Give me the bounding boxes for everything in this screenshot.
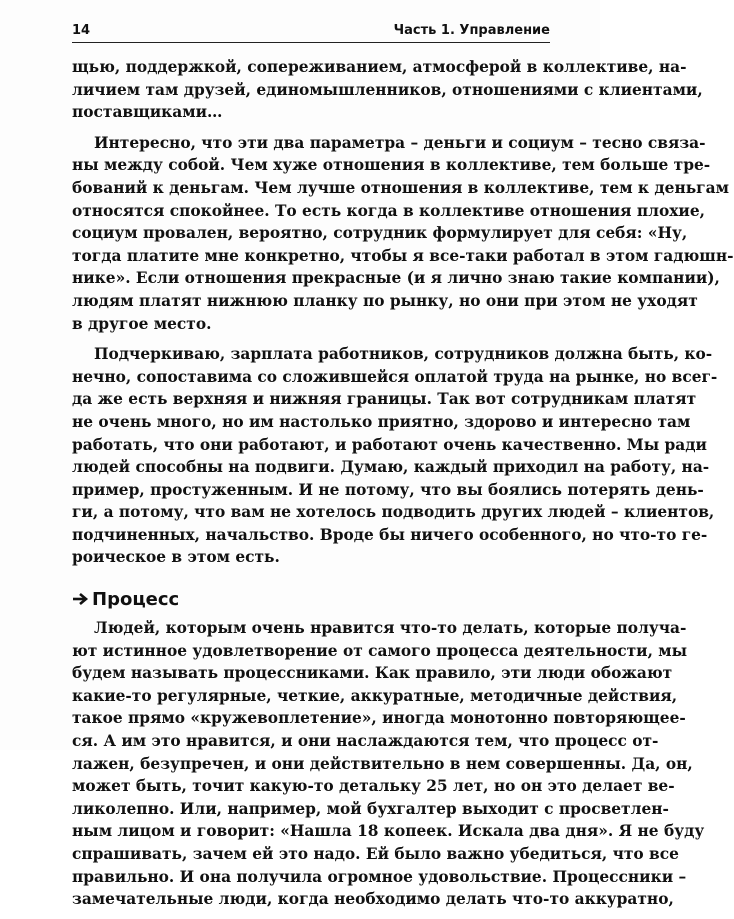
text-line: будем называть процессниками. Как правило, эти люди обожают bbox=[72, 664, 673, 683]
text-line: лажен, безупречен, и они действительно в нем совершенны. Да, он, bbox=[72, 754, 693, 773]
paragraph-4 bbox=[72, 617, 705, 911]
text-line: щью, поддержкой, сопереживанием, атмосферой в коллективе, на- bbox=[72, 58, 687, 76]
body-text bbox=[72, 56, 734, 919]
text-line: замечательные люди, когда необходимо делать что-то аккуратно, bbox=[72, 890, 674, 909]
text-line: ным лицом и говорит: «Нашла 18 копеек. Искала два дня». Я не буду bbox=[72, 822, 705, 841]
text-line: правильно. И она получила огромное удовольствие. Процессники – bbox=[72, 867, 687, 886]
text-line: роическое в этом есть. bbox=[72, 548, 280, 567]
text-line: бований к деньгам. Чем лучше отношения в коллективе, тем к деньгам bbox=[72, 178, 729, 197]
text-line: Подчеркиваю, зарплата работников, сотрудников должна быть, ко- bbox=[94, 345, 713, 364]
text-line: подчиненных, начальство. Вроде бы ничего особенного, но что-то ге- bbox=[72, 525, 708, 544]
text-line: может быть, точит какую-то детальку 25 лет, но он это делает ве- bbox=[72, 777, 675, 796]
paragraph-3 bbox=[72, 343, 718, 569]
text-line: Интересно, что эти два параметра – деньги и социум – тесно связа- bbox=[94, 133, 706, 152]
text-line: какие-то регулярные, четкие, аккуратные, методичные действия, bbox=[72, 686, 678, 705]
arrow-right-icon bbox=[72, 592, 88, 606]
text-line: социум провален, вероятно, сотрудник формулирует для себя: «Ну, bbox=[72, 224, 688, 243]
text-line: в другое место. bbox=[72, 314, 212, 333]
paragraph-2 bbox=[72, 132, 734, 335]
text-line: спрашивать, зачем ей это надо. Ей было важно убедиться, что все bbox=[72, 845, 679, 863]
text-line: не очень много, но им настолько приятно, здорово и интересно там bbox=[72, 412, 691, 431]
text-line: относятся спокойнее. То есть когда в коллективе отношения плохие, bbox=[72, 201, 705, 220]
text-line: работать, что они работают, и работают очень качественно. Мы ради bbox=[72, 435, 707, 454]
text-line: нике». Если отношения прекрасные (и я лично знаю такие компании), bbox=[72, 269, 720, 288]
text-line: такое прямо «кружевоплетение», иногда монотонно повторяющее- bbox=[72, 709, 686, 728]
running-header bbox=[72, 20, 550, 43]
text-line: ликолепно. Или, например, мой бухгалтер выходит с просветлен- bbox=[72, 799, 669, 818]
text-line: людей способны на подвиги. Думаю, каждый приходил на работу, на- bbox=[72, 458, 710, 477]
text-line: ся. А им это нравится, и они наслаждаются тем, что процесс от- bbox=[72, 732, 659, 751]
text-line: людям платят нижнюю планку по рынку, но они при этом не уходят bbox=[72, 291, 698, 310]
text-line: Людей, которым очень нравится что-то делать, которые получа- bbox=[94, 619, 687, 638]
section-heading bbox=[72, 587, 550, 611]
text-line: ют истинное удовлетворение от самого процесса деятельности, мы bbox=[72, 641, 688, 660]
text-line: нечно, сопоставима со сложившейся оплатой труда на рынке, но всег- bbox=[72, 367, 718, 386]
text-line: поставщиками… bbox=[72, 103, 223, 122]
text-line: тогда платите мне конкретно, чтобы я все-таки работал в этом гадюшн- bbox=[72, 246, 734, 265]
page-number: 14 bbox=[72, 23, 91, 38]
text-line: да же есть верхняя и нижняя границы. Так вот сотрудникам платят bbox=[72, 390, 697, 409]
text-line: ны между собой. Чем хуже отношения в коллективе, тем больше тре- bbox=[72, 156, 711, 175]
paragraph-1 bbox=[72, 56, 703, 124]
section-title: Процесс bbox=[92, 588, 180, 610]
text-line: личием там друзей, единомышленников, отношениями с клиентами, bbox=[72, 80, 703, 99]
chapter-title: Часть 1. Управление bbox=[393, 23, 550, 38]
text-line: пример, простуженным. И не потому, что вы боялись потерять день- bbox=[72, 480, 704, 499]
text-line: ги, а потому, что вам не хотелось подводить других людей – клиентов, bbox=[72, 503, 715, 522]
